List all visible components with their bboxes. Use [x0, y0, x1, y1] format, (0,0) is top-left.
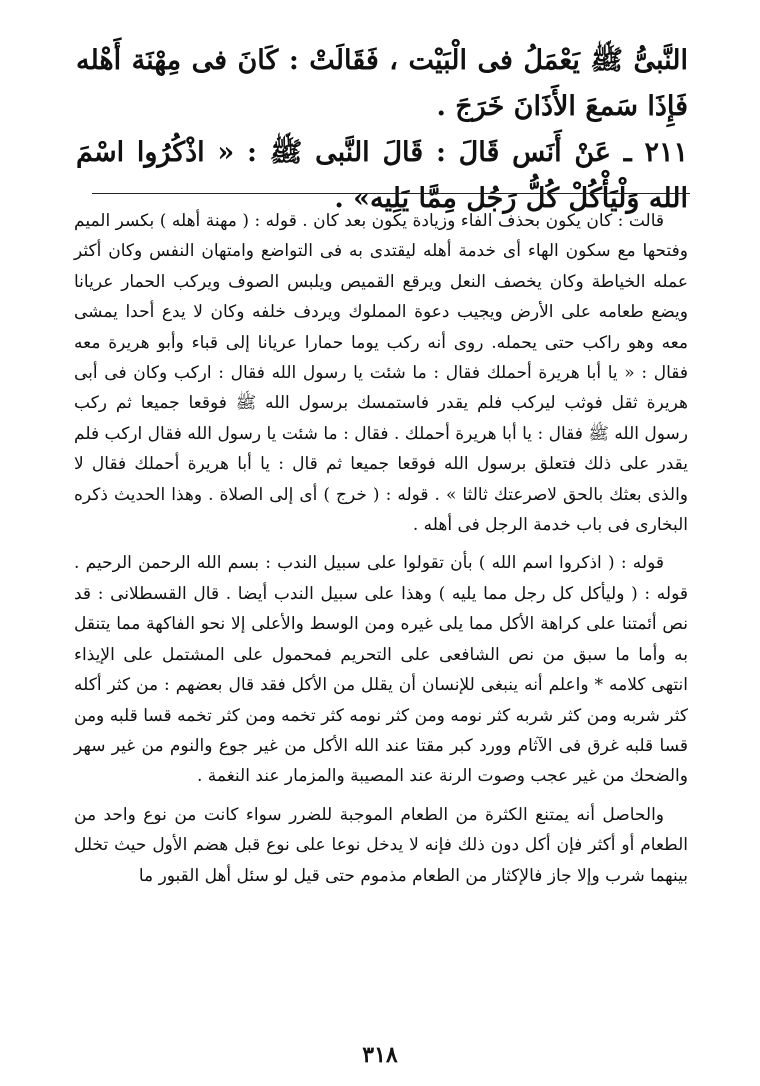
section-divider	[92, 193, 690, 194]
commentary-text	[74, 206, 688, 899]
commentary-paragraph-2: قوله : ( اذكروا اسم الله ) بأن تقولوا على سبيل الندب : بسم الله الرحمن الرحيم . قوله : ( وليأكل كل رجل مما يليه ) وهذا على سبيل الندب أيضا . قال القسطلانى : قد نص أئمتنا على كراهة الأكل مما يلى غيره ومن الوسط والأعلى إلا نحو الفاكهة مما يتنقل به وأما ما سبق من نص الشافعى على التحريم فمحمول على المشتمل على الإيذاء انتهى كلامه * واعلم أنه ينبغى للإنسان أن يقلل من الأكل فقد قال بعضهم : من كثر أكله كثر شربه ومن كثر شربه كثر نومه ومن كثر نومه كثر تخمه ومن كثر تخمه قسا قلبه ومن قسا قلبه غرق فى الآثام وورد كبر مقتا عند الله الأكل من غير جوع والنوم من غير سهر والضحك من غير عجب وصوت الرنة عند المصيبة والمزمار عند النغمة .	[74, 553, 688, 787]
hadith-line-1: النَّبىُّ ﷺ يَعْمَلُ فى الْبَيْت ، فَقَالَتْ : كَانَ فى مِهْنَة أَهْله فَإِذَا سَمعَ الأَذَانَ خَرَجَ .	[76, 45, 688, 122]
commentary-paragraph-3: والحاصل أنه يمتنع الكثرة من الطعام الموجبة للضرر سواء كانت من نوع واحد من الطعام أو أكثر فإن أكل دون ذلك فإنه لا يدخل نوعا على نوع قبل هضم الأول حيث تخلل بينهما شرب وإلا جاز فالإكثار من الطعام مذموم حتى قيل لو سئل أهل القبور ما	[74, 804, 688, 886]
commentary-paragraph-1: قالت : كان يكون بحذف الفاء وزيادة يكون بعد كان . قوله : ( مهنة أهله ) بكسر الميم وفتحها مع سكون الهاء أى خدمة أهله ليقتدى به فى التواضع وامتهان النفس وكان أكثر عمله الخياطة وكان يخصف النعل ويرقع القميص ويلبس الصوف ويركب الحمار عريانا ويضع طعامه على الأرض ويجيب دعوة المملوك ويردف خلفه وكان لا يدع أحدا يمشى معه وهو راكب حتى يحمله. روى أنه ركب يوما حمارا عريانا إلى قباء وأبو هريرة معه فقال : « يا أبا هريرة أحملك فقال : ما شئت يا رسول الله فقال : اركب وكان فى أبى هريرة ثقل فوثب ليركب فلم يقدر فاستمسك برسول الله ﷺ فوقعا جميعا ثم ركب رسول الله ﷺ فقال : يا أبا هريرة أحملك . فقال : ما شئت يا رسول الله فقال اركب فلم يقدر على ذلك فتعلق برسول الله فوقعا جميعا ثم قال : يا أبا هريرة أحملك فقال لا والذى بعثك بالحق لاصرعتك ثالثا » . قوله : ( خرج ) أى إلى الصلاة . وهذا الحديث ذكره البخارى فى باب خدمة الرجل فى أهله .	[74, 211, 688, 536]
page-number: ٣١٨	[362, 1042, 398, 1068]
hadith-line-2: ٢١١ ـ عَنْ أَنَس قَالَ : قَالَ النَّبى ﷺ : « اذْكُرُوا اسْمَ الله وَلْيَأْكُلْ كُلُّ رَجُل مِمَّا يَلِيه» .	[76, 137, 688, 214]
hadith-text	[76, 38, 688, 222]
